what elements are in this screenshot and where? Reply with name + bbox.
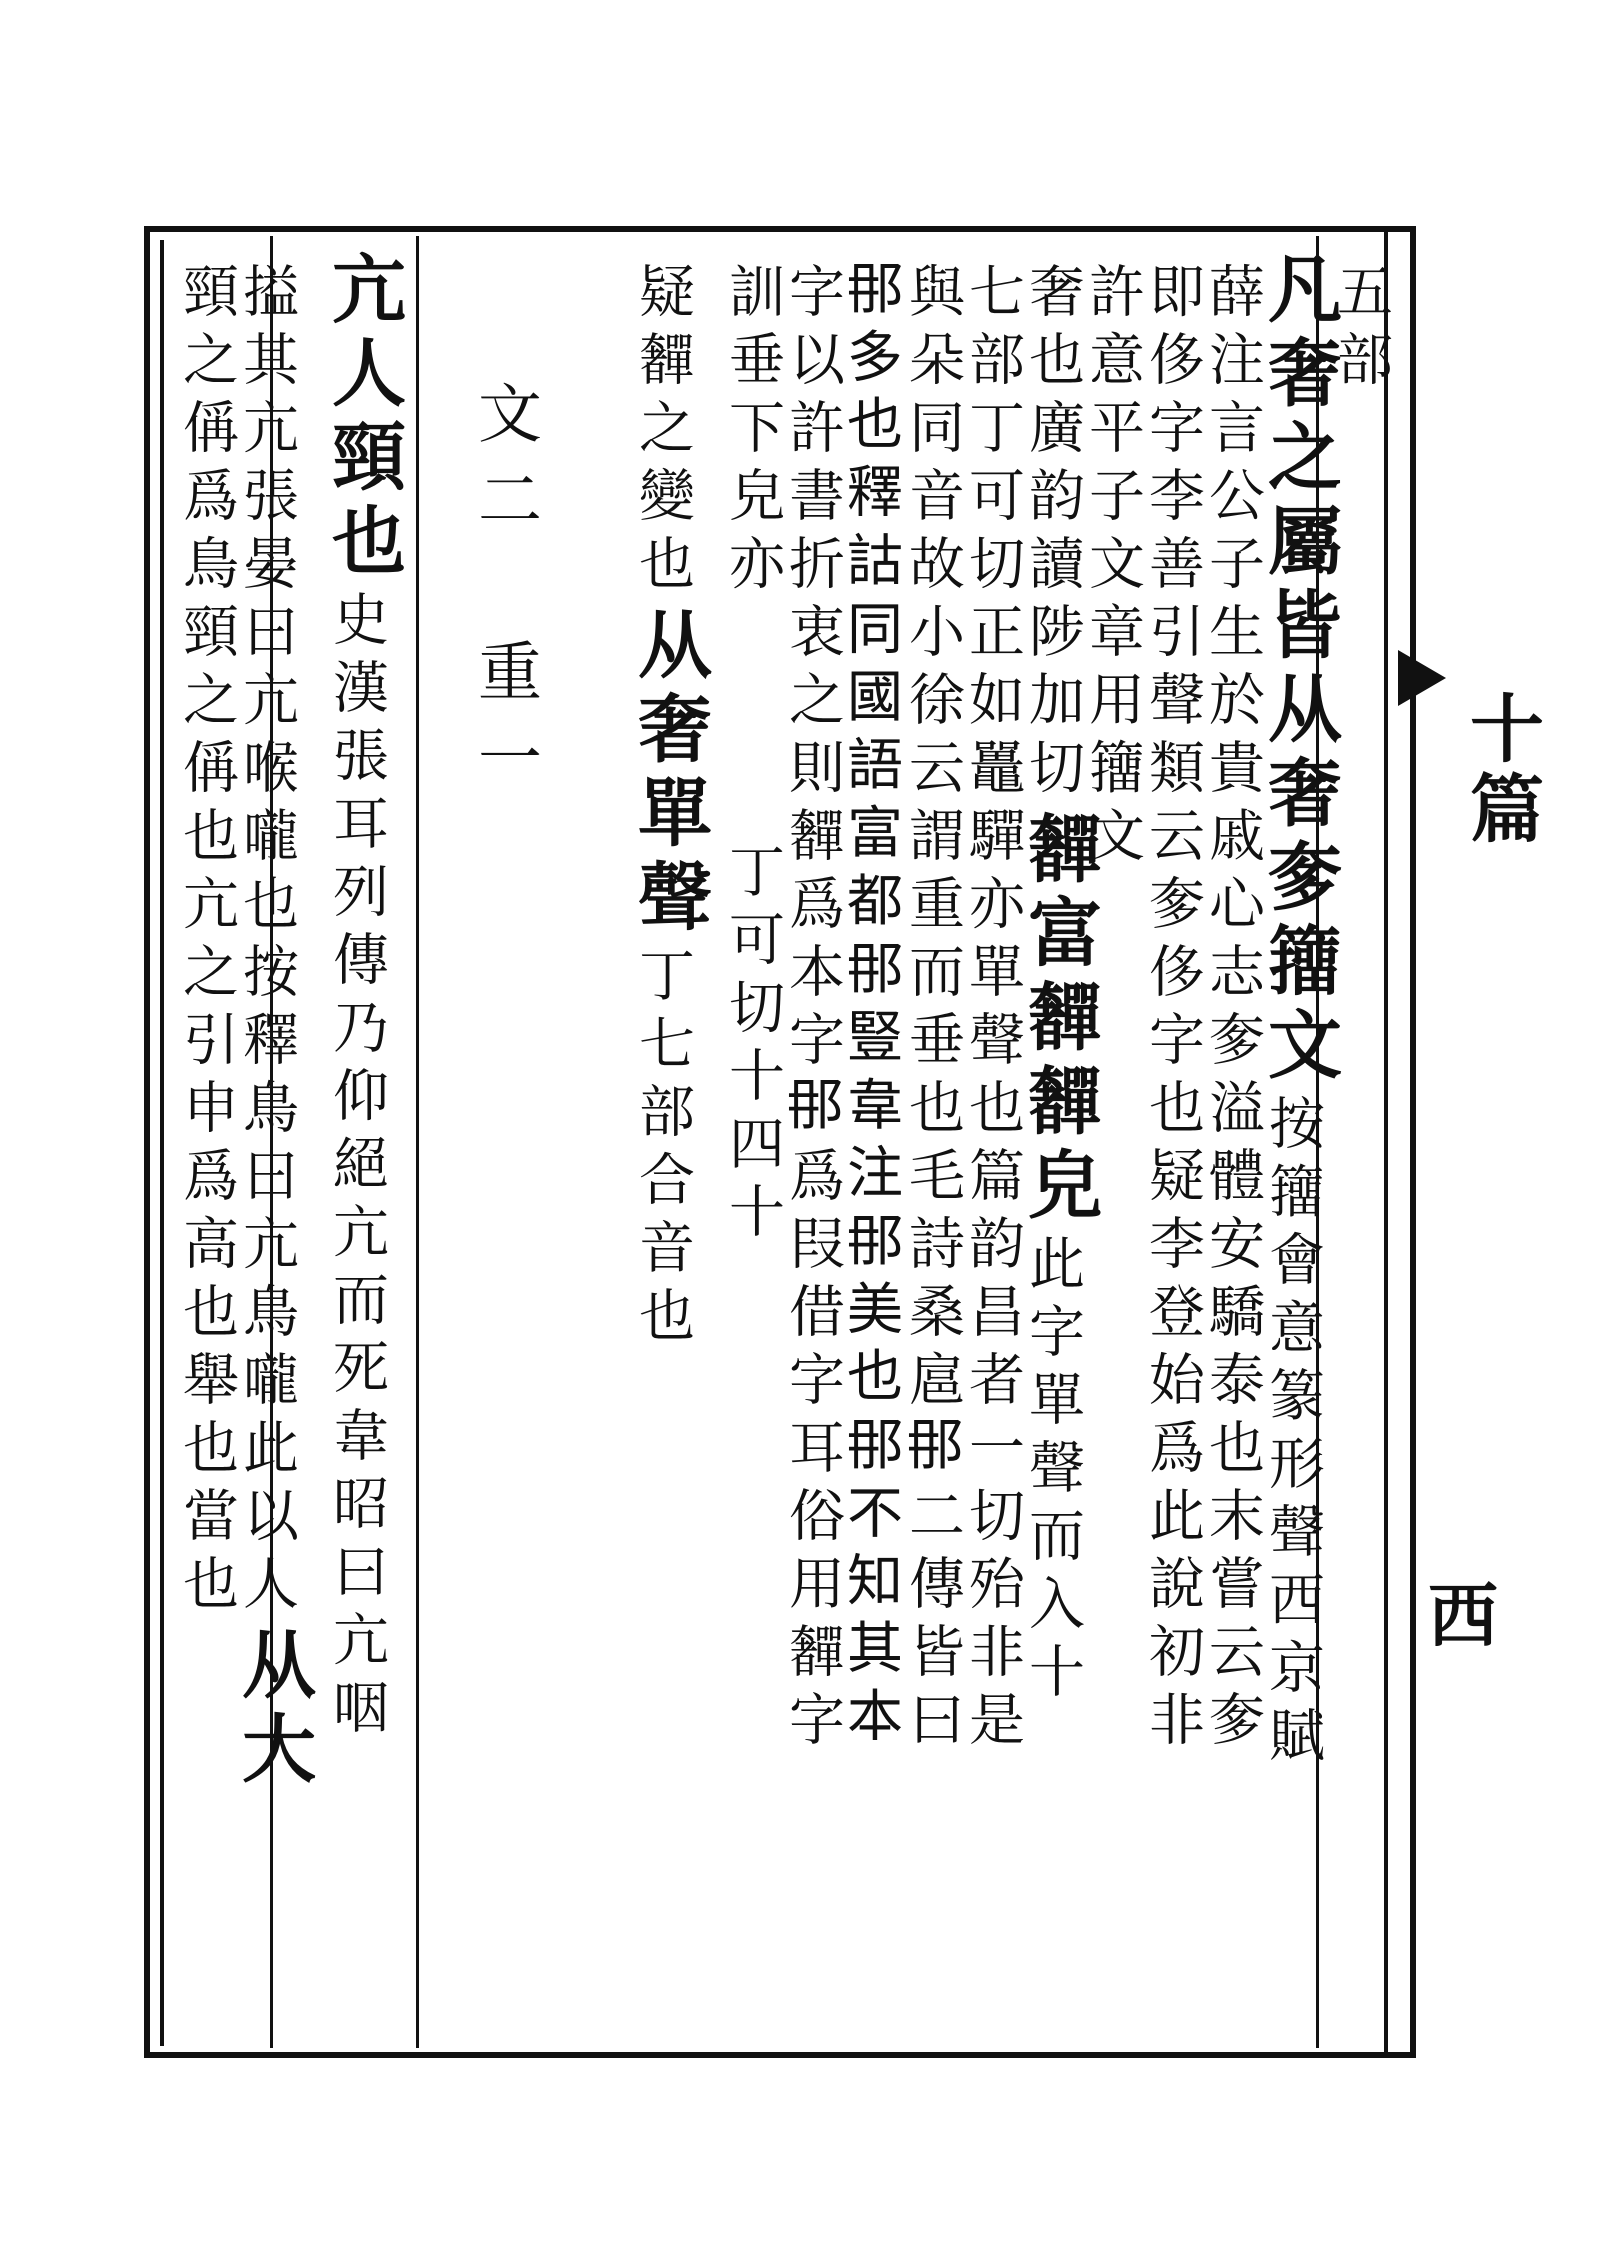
fold-rule (1384, 226, 1388, 2058)
text-column-11 (720, 262, 785, 1250)
text-column-7 (960, 262, 1025, 1758)
text-column-6 (1016, 262, 1102, 1710)
commentary-text: 搤其亢張晏曰亢喉嚨也按釋鳥曰亢鳥嚨此以人 (234, 262, 299, 1622)
headword-text: 奲富奲奲皃 (1016, 810, 1102, 1230)
commentary-text: 丁可切十四十 (720, 842, 785, 1250)
text-column-9 (840, 262, 905, 1758)
commentary-text: 按籒會意篆形聲西京賦 (1260, 1094, 1325, 1774)
commentary-text: 𨙻多也釋詁同國語富都𨙻豎韋注𨙻美也𨙻不知其本 (840, 262, 905, 1758)
headword-text: 凡奢之屬皆从奢奓籒文 (1256, 250, 1342, 1090)
commentary-text: 七部丁可切正如鼉驒亦單聲也篇韵昌者一切殆非是 (960, 262, 1025, 1758)
commentary-text: 奢也廣韵讀陟加切 (1020, 262, 1085, 806)
left-border-rule (160, 240, 164, 2046)
text-column-2 (1256, 250, 1342, 1774)
margin-title: 十篇 (1458, 690, 1544, 850)
commentary-text: 史漢張耳列傳乃仰絕亢而死韋昭曰亢咽 (324, 590, 389, 1746)
count-text: 文二 重一 (467, 380, 541, 810)
headword-text: 从奢單聲 (626, 606, 712, 942)
commentary-text: 薛注言公子生於貴戚心志奓溢體安驕泰也末嘗云奓 (1200, 262, 1265, 1758)
commentary-text: 訓垂下皃亦 (720, 262, 785, 602)
text-column-3 (1200, 262, 1265, 1758)
text-column-10 (780, 262, 845, 1758)
headword-text: 亢人頸也 (320, 250, 406, 586)
text-column-8 (900, 262, 965, 1758)
text-column-12 (626, 262, 712, 1354)
commentary-text: 此字單聲而入十 (1020, 1234, 1085, 1710)
text-column-15 (230, 262, 316, 1794)
commentary-text: 與朵同音故小徐云謂重而垂也毛詩桑扈𨙻二傳皆曰 (900, 262, 965, 1758)
text-column-16 (174, 262, 239, 1622)
margin-page-mark: 西 (1428, 1574, 1498, 1657)
commentary-text: 字以許書折衷之則奲爲本字𨙻爲叚借字耳俗用奲字 (780, 262, 845, 1758)
headword-text: 从大 (230, 1626, 316, 1794)
text-column-13 (467, 380, 552, 810)
commentary-text: 頸之偁爲鳥頸之偁也亢之引申爲高也舉也當也 (174, 262, 239, 1622)
commentary-text: 許意平子文章用籒文 (1080, 262, 1145, 874)
column-text: 五部 (1328, 262, 1393, 398)
commentary-text: 疑奲之變也 (630, 262, 695, 602)
text-column-4 (1140, 262, 1205, 1758)
text-column-5 (1080, 262, 1145, 874)
commentary-text: 丁七部合音也 (630, 946, 695, 1354)
commentary-text: 即侈字李善引聲類云奓侈字也疑李登始爲此說初非 (1140, 262, 1205, 1758)
text-column-14 (320, 250, 406, 1746)
column-rule (416, 236, 419, 2048)
fishtail-mark-icon (1398, 650, 1446, 706)
